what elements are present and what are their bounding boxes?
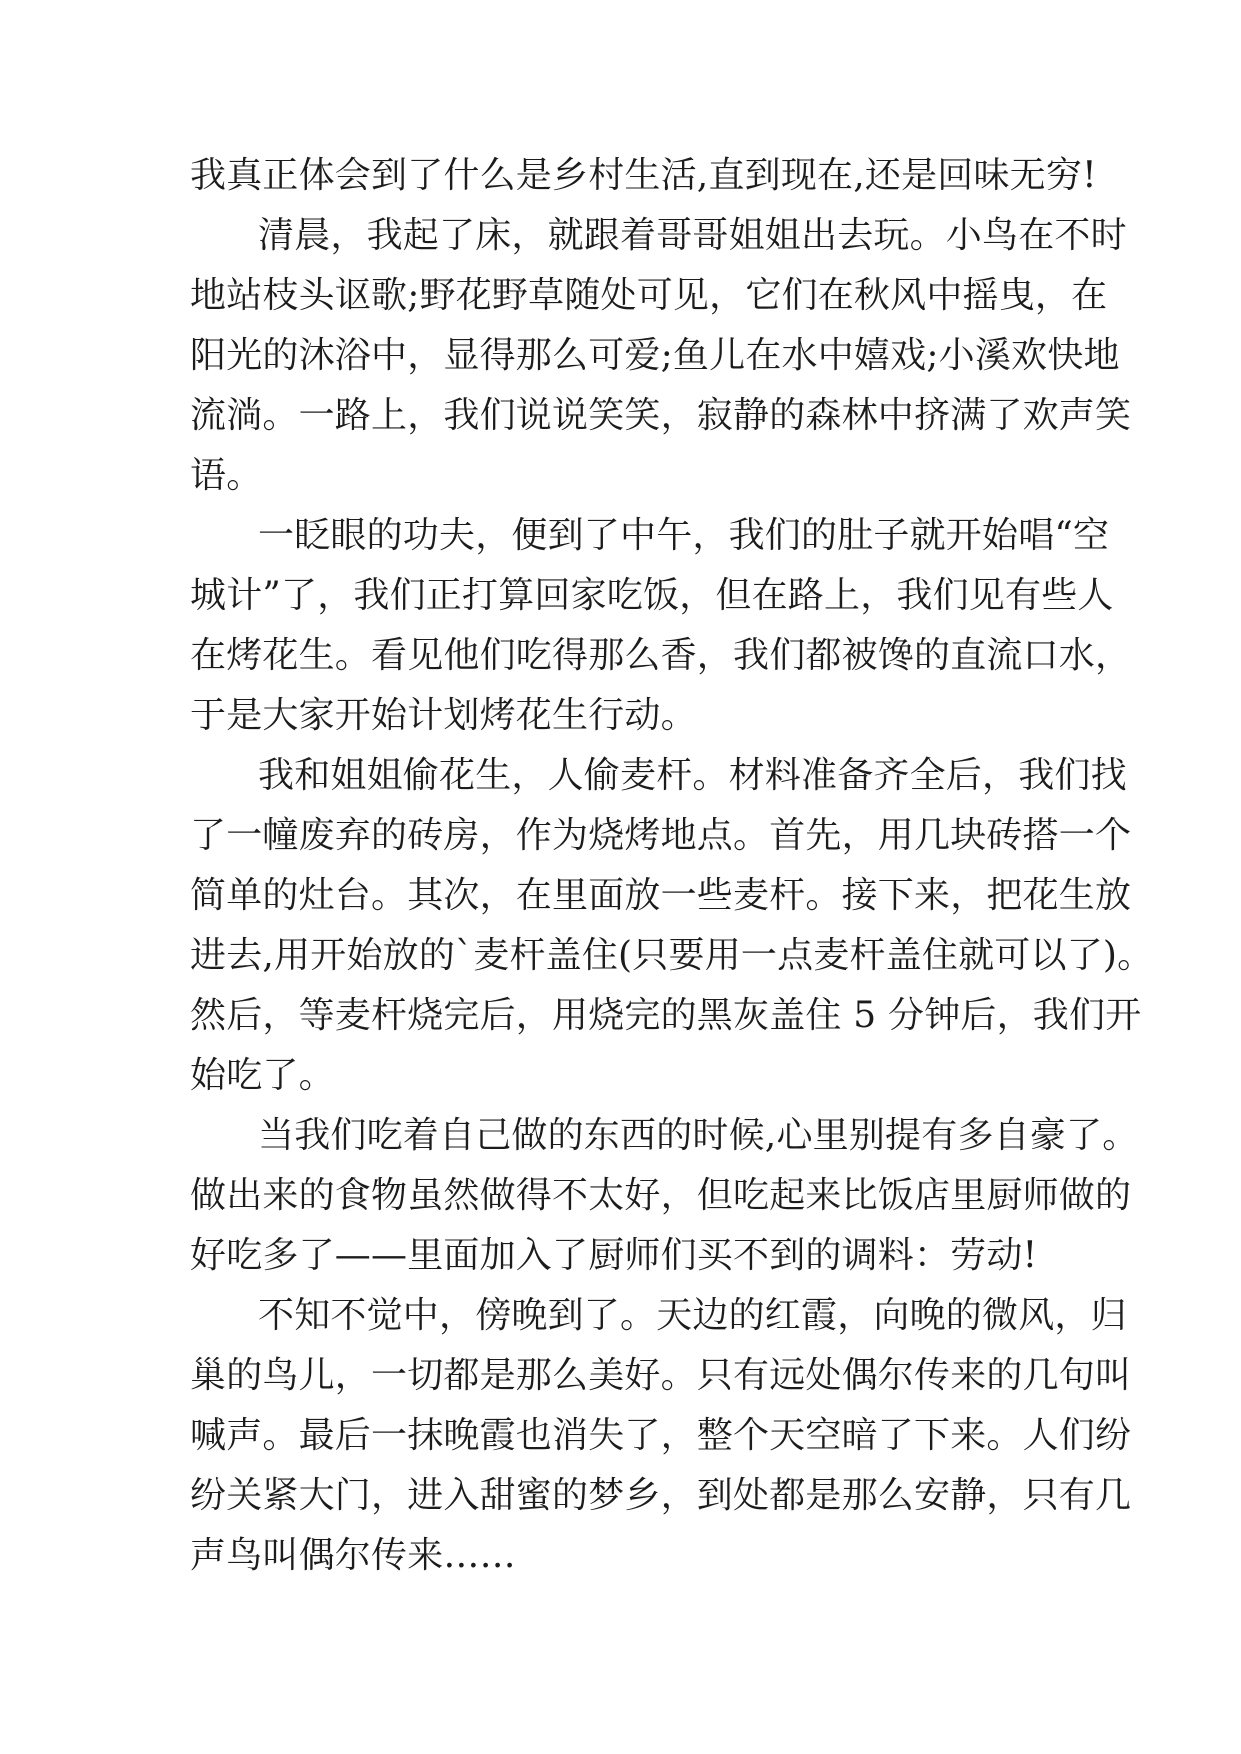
text-line: 做出来的食物虽然做得不太好，但吃起来比饭店里厨师做的 bbox=[190, 1175, 1132, 1216]
text-line: 进去,用开始放的`麦杆盖住(只要用一点麦杆盖住就可以了)。 bbox=[190, 935, 1154, 976]
text-line: 阳光的沐浴中，显得那么可爱;鱼儿在水中嬉戏;小溪欢快地 bbox=[190, 335, 1120, 376]
text-line: 巢的鸟儿，一切都是那么美好。只有远处偶尔传来的几句叫 bbox=[190, 1355, 1132, 1396]
text-line: 流淌。一路上，我们说说笑笑，寂静的森林中挤满了欢声笑 bbox=[190, 395, 1132, 436]
text-line: 语。 bbox=[190, 455, 263, 496]
text-line: 一眨眼的功夫，便到了中午，我们的肚子就开始唱“空 bbox=[258, 515, 1110, 556]
text-line: 了一幢废弃的砖房，作为烧烤地点。首先，用几块砖搭一个 bbox=[190, 815, 1132, 856]
text-line: 好吃多了——里面加入了厨师们买不到的调料：劳动! bbox=[190, 1235, 1038, 1276]
text-line: 喊声。最后一抹晚霞也消失了，整个天空暗了下来。人们纷 bbox=[190, 1415, 1132, 1456]
text-line: 纷关紧大门，进入甜蜜的梦乡，到处都是那么安静，只有几 bbox=[190, 1475, 1132, 1516]
text-line: 在烤花生。看见他们吃得那么香，我们都被馋的直流口水， bbox=[190, 635, 1132, 676]
text-line: 然后，等麦杆烧完后，用烧完的黑灰盖住 5 分钟后，我们开 bbox=[190, 995, 1142, 1036]
text-line: 我真正体会到了什么是乡村生活,直到现在,还是回味无穷! bbox=[190, 155, 1097, 196]
text-line: 不知不觉中，傍晚到了。天边的红霞，向晚的微风，归 bbox=[258, 1295, 1127, 1336]
text-line: 清晨，我起了床，就跟着哥哥姐姐出去玩。小鸟在不时 bbox=[258, 215, 1127, 256]
text-line: 于是大家开始计划烤花生行动。 bbox=[190, 695, 697, 736]
text-line: 简单的灶台。其次，在里面放一些麦杆。接下来，把花生放 bbox=[190, 875, 1132, 916]
text-line: 始吃了。 bbox=[190, 1055, 335, 1096]
text-line: 我和姐姐偷花生，人偷麦杆。材料准备齐全后，我们找 bbox=[258, 755, 1127, 796]
text-line: 声鸟叫偶尔传来…… bbox=[190, 1535, 516, 1576]
text-line: 当我们吃着自己做的东西的时候,心里别提有多自豪了。 bbox=[258, 1115, 1139, 1156]
text-line: 城计”了，我们正打算回家吃饭，但在路上，我们见有些人 bbox=[190, 575, 1114, 616]
text-line: 地站枝头讴歌;野花野草随处可见，它们在秋风中摇曳，在 bbox=[190, 275, 1108, 316]
